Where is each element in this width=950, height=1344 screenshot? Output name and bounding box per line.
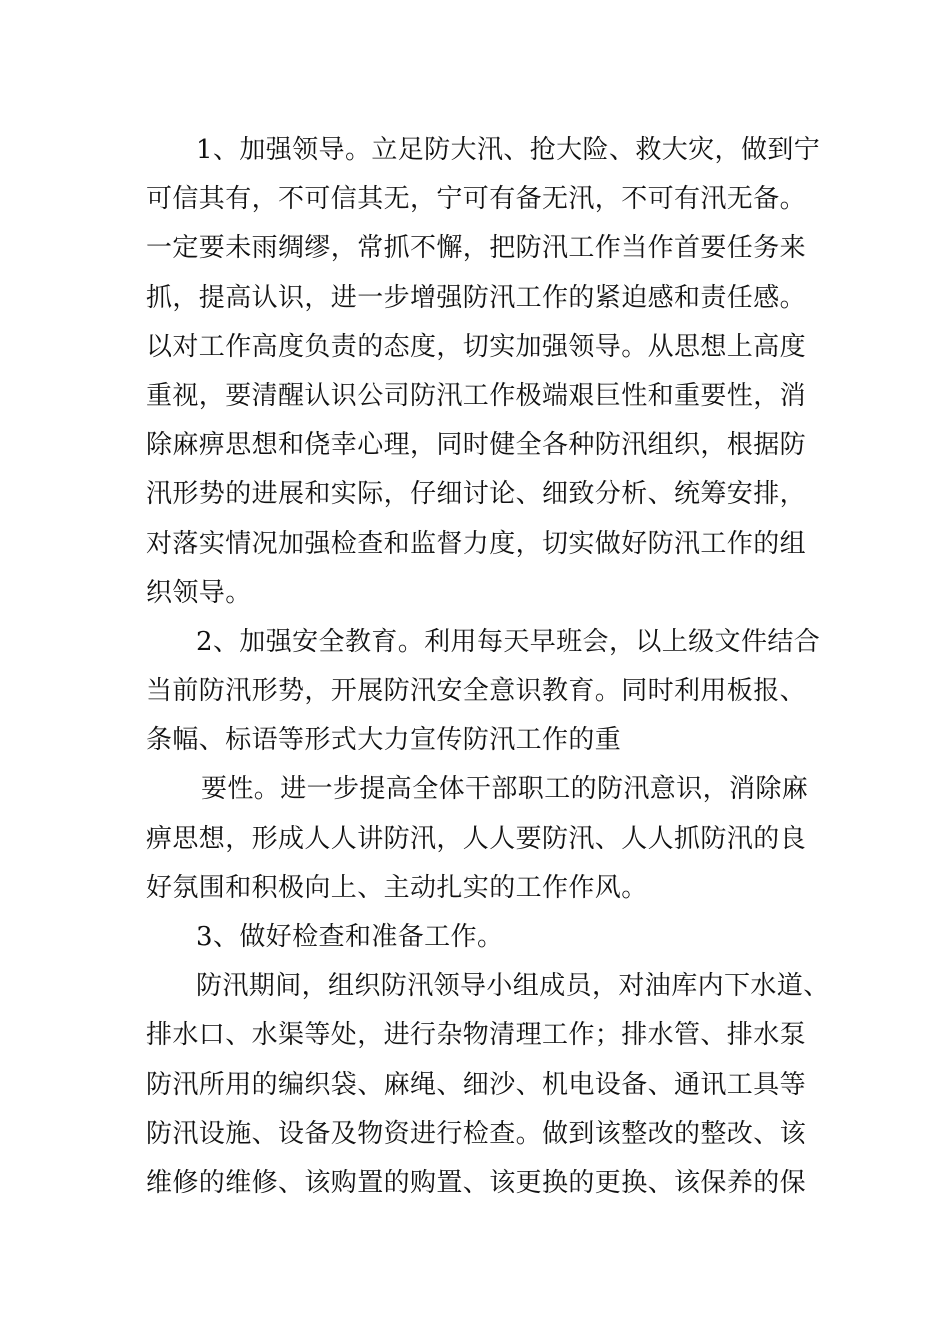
paragraph-2-line-2: 当前防汛形势，开展防汛安全意识教育。同时利用板报、 bbox=[146, 676, 807, 707]
paragraph-1-line-9: 对落实情况加强检查和监督力度，切实做好防汛工作的组 bbox=[146, 528, 807, 559]
paragraph-5-line-3: 防汛所用的编织袋、麻绳、细沙、机电设备、通讯工具等 bbox=[146, 1069, 807, 1100]
paragraph-3-line-1: 要性。进一步提高全体干部职工的防汛意识，消除麻 bbox=[201, 774, 809, 805]
paragraph-1-line-1: 1、加强领导。立足防大汛、抢大险、救大灾，做到宁 bbox=[196, 135, 821, 165]
paragraph-3-line-2: 痹思想，形成人人讲防汛，人人要防汛、人人抓防汛的良 bbox=[146, 823, 807, 854]
paragraph-2-line-1: 2、加强安全教育。利用每天早班会，以上级文件结合 bbox=[196, 626, 821, 657]
paragraph-1-line-2: 可信其有，不可信其无，宁可有备无汛，不可有汛无备。 bbox=[146, 184, 807, 215]
paragraph-1-line-8: 汛形势的进展和实际，仔细讨论、细致分析、统筹安排， bbox=[146, 479, 807, 510]
paragraph-1-line-6: 重视，要清醒认识公司防汛工作极端艰巨性和重要性，消 bbox=[146, 380, 807, 411]
paragraph-5-line-1: 防汛期间，组织防汛领导小组成员，对油库内下水道、 bbox=[196, 971, 830, 1002]
paragraph-2-line-3: 条幅、标语等形式大力宣传防汛工作的重 bbox=[146, 725, 622, 756]
paragraph-4-line-1: 3、做好检查和准备工作。 bbox=[196, 922, 504, 952]
paragraph-5-line-5: 维修的维修、该购置的购置、该更换的更换、该保养的保 bbox=[146, 1167, 807, 1198]
paragraph-5-line-4: 防汛设施、设备及物资进行检查。做到该整改的整改、该 bbox=[146, 1118, 807, 1149]
paragraph-3-line-3: 好氛围和积极向上、主动扎实的工作作风。 bbox=[146, 872, 648, 903]
paragraph-1-line-4: 抓，提高认识，进一步增强防汛工作的紧迫感和责任感。 bbox=[146, 282, 807, 313]
paragraph-1-line-5: 以对工作高度负责的态度，切实加强领导。从思想上高度 bbox=[146, 331, 807, 362]
paragraph-1-line-10: 织领导。 bbox=[146, 577, 252, 608]
paragraph-5-line-2: 排水口、水渠等处，进行杂物清理工作；排水管、排水泵 bbox=[146, 1020, 807, 1051]
document-body bbox=[146, 126, 830, 1208]
paragraph-1-line-7: 除麻痹思想和侥幸心理，同时健全各种防汛组织，根据防 bbox=[146, 430, 807, 461]
paragraph-1-line-3: 一定要未雨绸缪，常抓不懈，把防汛工作当作首要任务来 bbox=[146, 233, 807, 264]
